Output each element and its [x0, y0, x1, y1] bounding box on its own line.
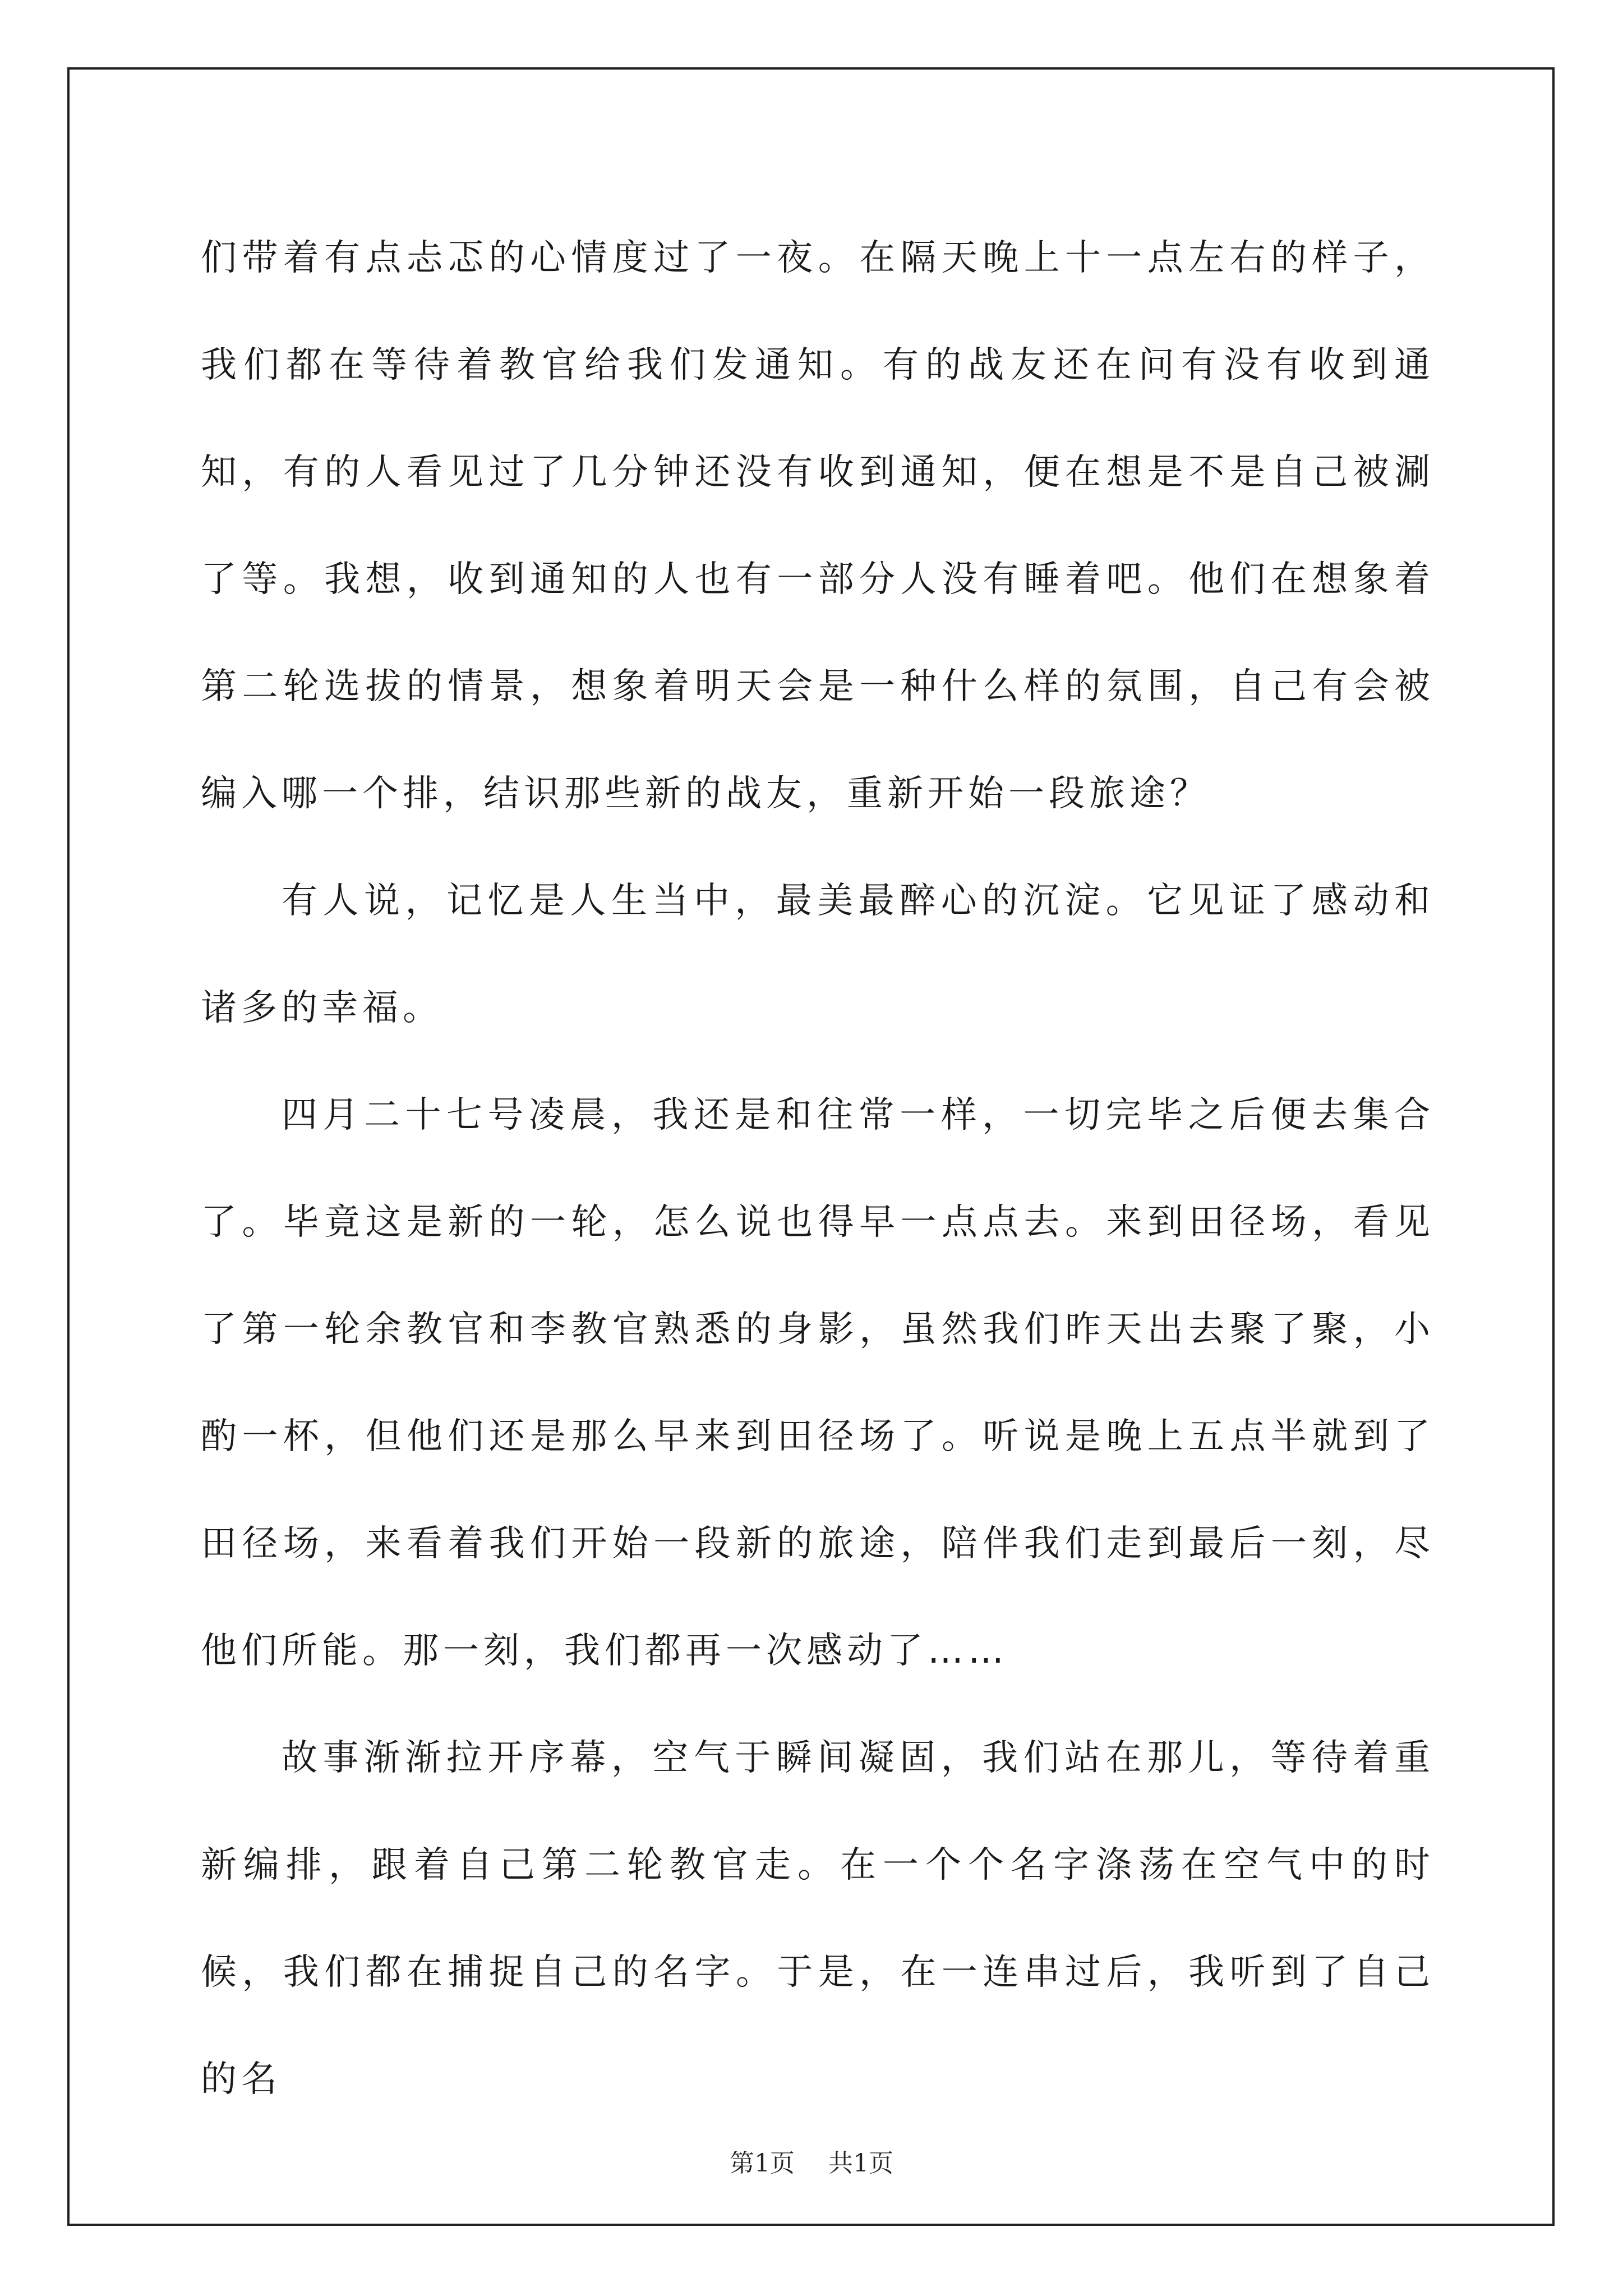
paragraph-1: 们带着有点忐忑的心情度过了一夜。在隔天晚上十一点左右的样子，我们都在等待着教官给我们发通知。有的战友还在问有没有收到通知，有的人看见过了几分钟还没有收到通知，便在想是不是自己被涮了等。我想，收到通知的人也有一部分人没有睡着吧。他们在想象着第二轮选拔的情景，想象着明天会是一种什么样的氛围，自己有会被编入哪一个排，结识那些新的战友，重新开始一段旅途？ — [201, 237, 1435, 815]
paragraph-2: 有人说，记忆是人生当中，最美最醉心的沉淀。它见证了感动和诸多的幸福。 — [201, 880, 1435, 1029]
paragraph-3: 四月二十七号凌晨，我还是和往常一样，一切完毕之后便去集合了。毕竟这是新的一轮，怎么说也得早一点点去。来到田径场，看见了第一轮余教官和李教官熟悉的身影，虽然我们昨天出去聚了聚，小酌一杯，但他们还是那么早来到田径场了。听说是晚上五点半就到了田径场，来看着我们开始一段新的旅途，陪伴我们走到最后一刻，尽他们所能。那一刻，我们都再一次感动了…… — [201, 1094, 1435, 1672]
total-pages: 共1页 — [828, 2149, 893, 2178]
document-body — [201, 205, 1435, 2133]
paragraph-4: 故事渐渐拉开序幕，空气于瞬间凝固，我们站在那儿，等待着重新编排，跟着自己第二轮教官走。在一个个名字涤荡在空气中的时候，我们都在捕捉自己的名字。于是，在一连串过后，我听到了自己的名 — [201, 1737, 1435, 2100]
page-number: 第1页 — [730, 2149, 795, 2178]
page-footer — [0, 2143, 1623, 2179]
